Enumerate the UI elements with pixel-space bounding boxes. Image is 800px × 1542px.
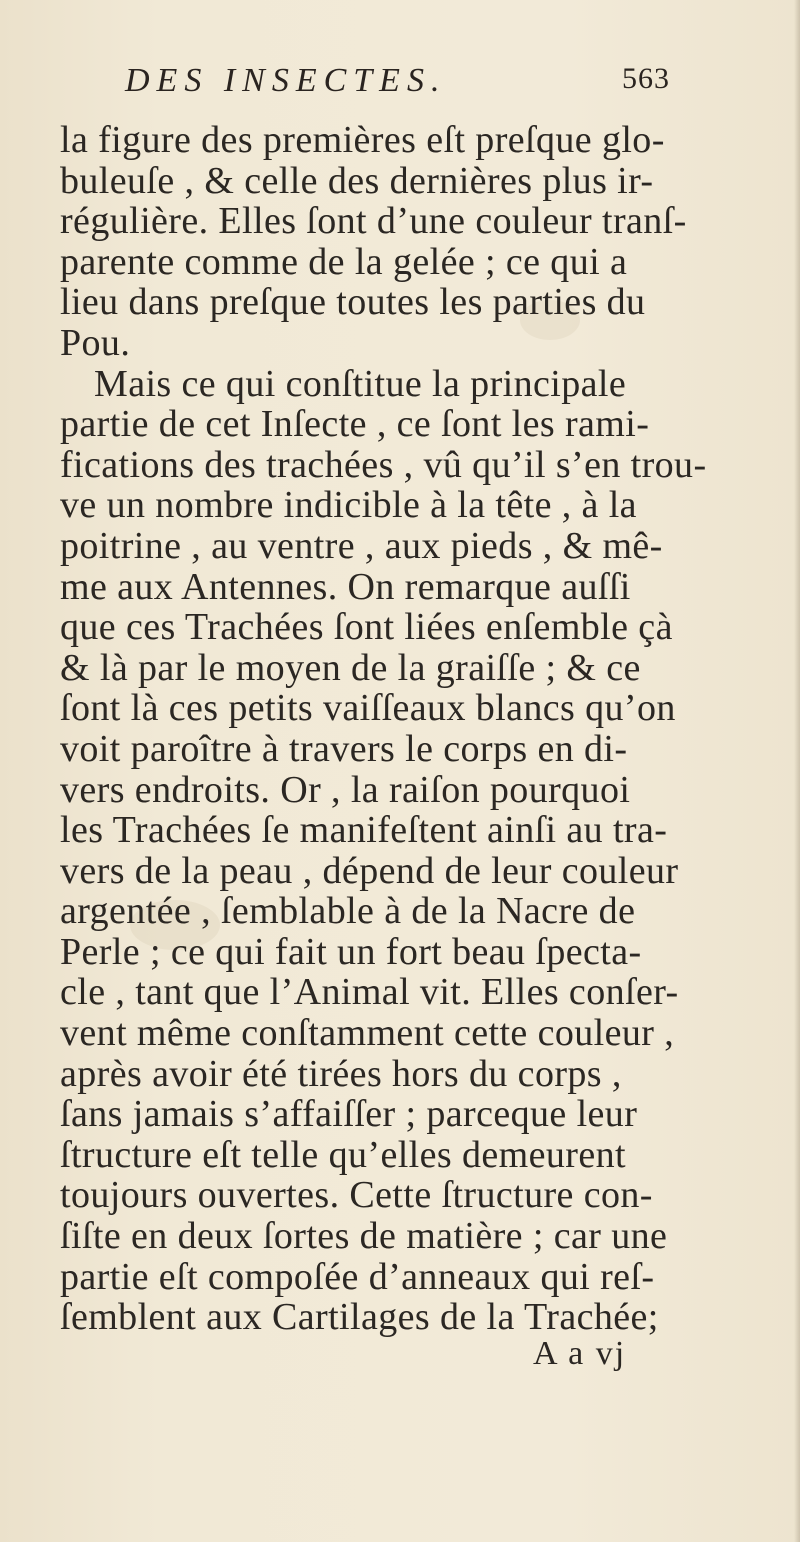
- text-line: la figure des premières eſt preſque glo-: [60, 119, 665, 161]
- text-line: & là par le moyen de la graiſſe ; & ce: [60, 646, 641, 689]
- text-line: ſtructure eſt telle qu’elles demeurent: [60, 1133, 626, 1176]
- text-line: ſont là ces petits vaiſſeaux blancs qu’on: [60, 687, 676, 730]
- text-line: vers de la peau , dépend de leur couleur: [60, 849, 679, 892]
- text-line: cle , tant que l’Animal vit. Elles conſer-: [60, 971, 679, 1014]
- text-line: fications des trachées , vû qu’il s’en trou-: [60, 443, 707, 486]
- text-line: Perle ; ce qui fait un fort beau ſpecta-: [60, 930, 642, 973]
- running-title: DES INSECTES.: [125, 62, 447, 99]
- text-line: après avoir été tirées hors du corps ,: [60, 1052, 622, 1095]
- text-line: partie eſt compoſée d’anneaux qui reſ-: [60, 1255, 655, 1298]
- text-line: ſiſte en deux ſortes de matière ; car une: [60, 1215, 668, 1258]
- text-line: voit paroître à travers le corps en di-: [60, 727, 628, 770]
- text-line: argentée , ſemblable à de la Nacre de: [60, 890, 636, 933]
- text-line: toujours ouvertes. Cette ſtructure con-: [60, 1174, 653, 1217]
- text-line: ve un nombre indicible à la tête , à la: [60, 484, 637, 527]
- text-line: poitrine , au ventre , aux pieds , & mê-: [60, 524, 663, 567]
- text-line: parente comme de la gelée ; ce qui a: [60, 240, 628, 283]
- text-line: me aux Antennes. On remarque auſſi: [60, 565, 631, 608]
- text-line: vent même conſtamment cette couleur ,: [60, 1012, 675, 1055]
- page-number: 563: [622, 62, 670, 95]
- text-line: vers endroits. Or , la raiſon pourquoi: [60, 768, 631, 811]
- body-text: [60, 120, 795, 1338]
- text-line: ſemblent aux Cartilages de la Trachée;: [60, 1296, 659, 1339]
- text-line: régulière. Elles ſont d’une couleur tranſ-: [60, 200, 687, 243]
- text-line: partie de cet Inſecte , ce ſont les rami-: [60, 403, 650, 446]
- text-line: les Trachées ſe manifeſtent ainſi au tra-: [60, 809, 668, 852]
- text-line: lieu dans preſque toutes les parties du: [60, 281, 646, 324]
- text-line: Pou.: [60, 321, 131, 364]
- text-line: buleuſe , & celle des dernières plus ir-: [60, 159, 654, 202]
- text-line: que ces Trachées ſont liées enſemble çà: [60, 606, 673, 649]
- running-head: [125, 62, 670, 106]
- text-line: ſans jamais s’affaiſſer ; parceque leur: [60, 1093, 638, 1136]
- paragraph-start-line: Mais ce qui conſtitue la principale: [94, 362, 627, 405]
- signature-mark: A a vj: [533, 1335, 627, 1372]
